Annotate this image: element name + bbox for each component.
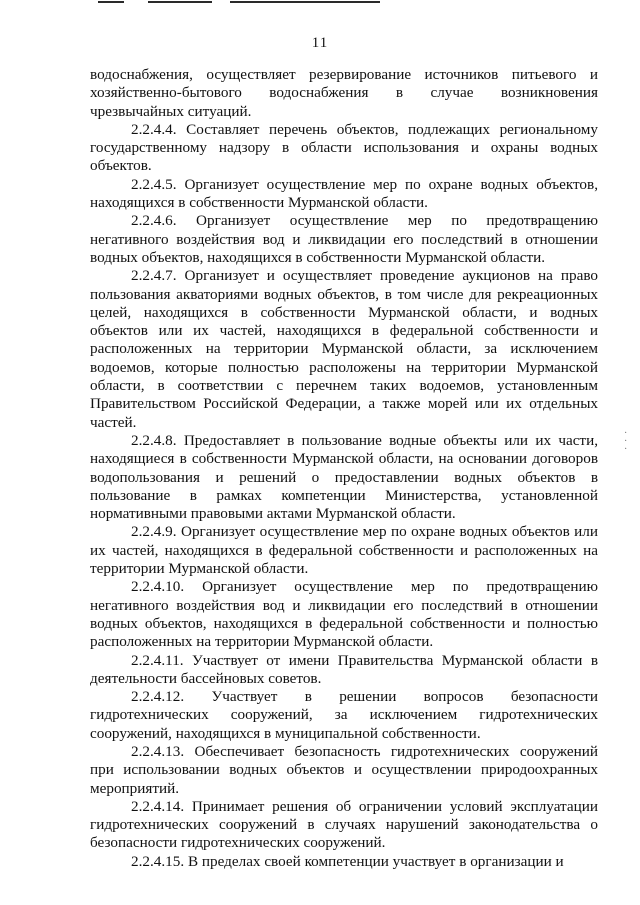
paragraph-2-2-4-8: 2.2.4.8. Предоставляет в пользование водные объекты или их части, находящиеся в собственности Мурманской области, на основании договоров водопользования и решений о предоставлении водных объектов в пользование в рамках компетенции Министерства, установленной нормативными правовыми актами Мурманской области. bbox=[90, 431, 598, 523]
paragraph-2-2-4-6: 2.2.4.6. Организует осуществление мер по предотвращению негативного воздействия вод и ликвидации его последствий в отношении водных объектов, находящихся в собственности Мурманской области. bbox=[90, 212, 598, 266]
paragraph-2-2-4-13: 2.2.4.13. Обеспечивает безопасность гидротехнических сооружений при использовании водных объектов и осуществлении природоохранных мероприятий. bbox=[90, 742, 598, 797]
paragraph-2-2-4-4: 2.2.4.4. Составляет перечень объектов, подлежащих региональному государственному надзору в области использования и охраны водных объектов. bbox=[90, 120, 598, 175]
paragraph-2-2-4-5: 2.2.4.5. Организует осуществление мер по охране водных объектов, находящихся в собственности Мурманской области. bbox=[90, 175, 598, 212]
paragraph-2-2-4-11: 2.2.4.11. Участвует от имени Правительства Мурманской области в деятельности бассейновых советов. bbox=[90, 651, 598, 687]
scan-artifact-side: · · · bbox=[624, 428, 628, 455]
document-body bbox=[90, 66, 598, 871]
paragraph-2-2-4-14: 2.2.4.14. Принимает решения об ограничении условий эксплуатации гидротехнических сооружений в случаях нарушений законодательства о безопасности гидротехнических сооружений. bbox=[90, 797, 598, 852]
page-number: 11 bbox=[311, 35, 329, 51]
paragraph-2-2-4-15: 2.2.4.15. В пределах своей компетенции участвует в организации и bbox=[131, 852, 564, 870]
paragraph-2-2-4-12: 2.2.4.12. Участвует в решении вопросов безопасности гидротехнических сооружений, за исключением гидротехнических сооружений, находящихся в муниципальной собственности. bbox=[90, 688, 598, 742]
paragraph-2-2-4-10: 2.2.4.10. Организует осуществление мер по предотвращению негативного воздействия вод и ликвидации его последствий в отношении водных объектов, находящихся в федеральной собственности и полностью расположенных на территории Мурманской области. bbox=[90, 578, 598, 651]
paragraph-continuation: водоснабжения, осуществляет резервирование источников питьевого и хозяйственно-бытового водоснабжения в случае возникновения чрезвычайных ситуаций. bbox=[90, 66, 598, 120]
paragraph-2-2-4-7: 2.2.4.7. Организует и осуществляет проведение аукционов на право пользования акваториями водных объектов, в том числе для рекреационных целей, находящихся в собственности Мурманской области, и водных объектов или их частей, находящихся в федеральной собственности и расположенных на территории Мурманской области, за исключением водоемов, которые полностью расположены на территории Мурманской области, в соответствии с перечнем таких водоемов, установленным Правительством Российской Федерации, а также морей или их отдельных частей. bbox=[90, 267, 598, 431]
scan-artifacts-top bbox=[0, 0, 640, 6]
paragraph-2-2-4-9: 2.2.4.9. Организует осуществление мер по охране водных объектов или их частей, находящихся в федеральной собственности и расположенных на территории Мурманской области. bbox=[90, 523, 598, 578]
